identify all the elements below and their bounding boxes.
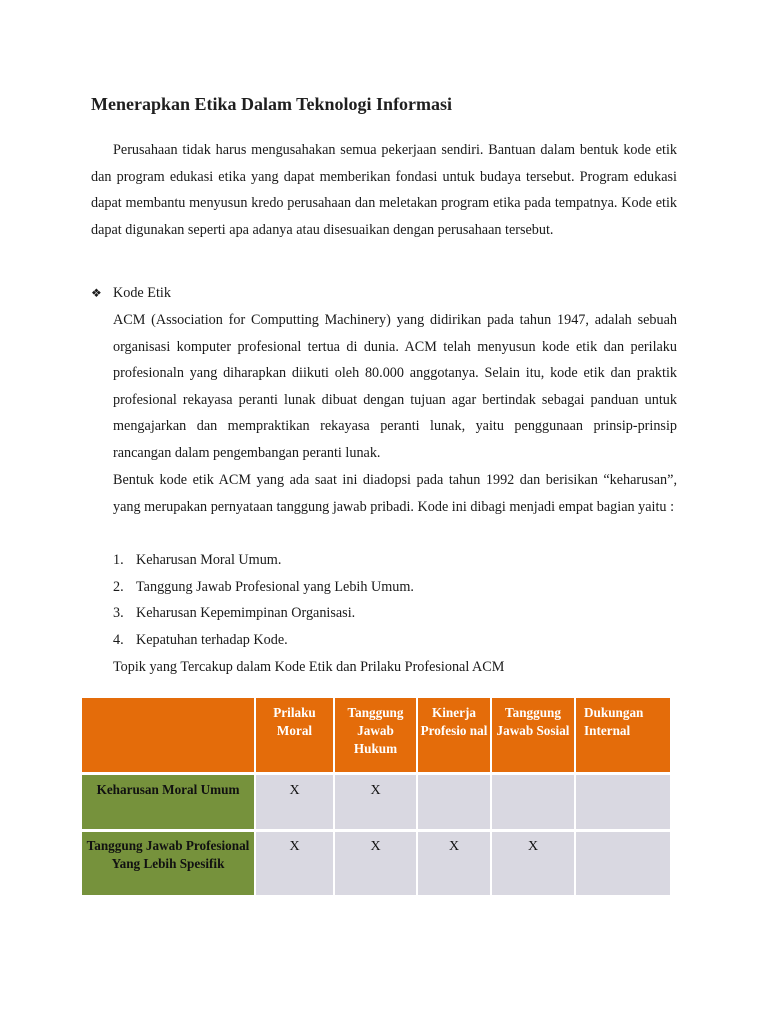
row-label-keharusan-moral: Keharusan Moral Umum bbox=[82, 775, 256, 829]
header-kinerja-profesional: Kinerja Profesio nal bbox=[418, 698, 492, 772]
list-item: 2. Tanggung Jawab Profesional yang Lebih Umum. bbox=[113, 578, 414, 595]
table-cell: X bbox=[492, 832, 576, 895]
table-cell bbox=[576, 832, 670, 895]
table-cell: X bbox=[256, 832, 335, 895]
header-dukungan-internal: Dukungan Internal bbox=[576, 698, 670, 772]
acm-paragraph: ACM (Association for Computting Machinery) yang didirikan pada tahun 1947, adalah sebuah organisasi komputer profesional tertua di dunia. ACM telah menyusun kode etik dan perilaku profesionaln yang diharapkan diikuti oleh 80.000 anggotanya. Selain itu, kode etik dan praktik profesional rekayasa peranti lunak dibuat dengan tujuan agar bertindak sebagai panduan untuk mengajarkan dan mempraktikan rekayasa peranti lunak, yaitu penggunaan prinsip-prinsip rancangan dalam pengembangan peranti lunak. bbox=[113, 312, 677, 461]
table-cell bbox=[418, 775, 492, 829]
header-tanggung-jawab-hukum: Tanggung Jawab Hukum bbox=[335, 698, 418, 772]
table-caption: Topik yang Tercakup dalam Kode Etik dan Prilaku Profesional ACM bbox=[113, 659, 505, 675]
list-item: 4. Kepatuhan terhadap Kode. bbox=[113, 631, 288, 648]
list-item: 3. Keharusan Kepemimpinan Organisasi. bbox=[113, 605, 356, 622]
header-blank-cell bbox=[82, 698, 256, 772]
document-title: Menerapkan Etika Dalam Teknologi Informasi bbox=[91, 94, 453, 114]
table-header-row bbox=[82, 698, 670, 772]
acm-code-paragraph: Bentuk kode etik ACM yang ada saat ini diadopsi pada tahun 1992 dan berisikan “keharusan”, yang merupakan pernyataan tanggung jawab pribadi. Kode ini dibagi menjadi empat bagian yaitu : bbox=[113, 472, 677, 515]
table-cell: X bbox=[256, 775, 335, 829]
table-cell: X bbox=[335, 775, 418, 829]
header-prilaku-moral: Prilaku Moral bbox=[256, 698, 335, 772]
acm-topics-table bbox=[82, 698, 670, 895]
bullet-label: Kode Etik bbox=[113, 285, 171, 301]
table-row bbox=[82, 775, 670, 829]
table-cell bbox=[492, 775, 576, 829]
diamond-bullet-icon: ❖ bbox=[91, 286, 102, 300]
bullet-item-kode-etik bbox=[91, 280, 171, 306]
header-tanggung-jawab-sosial: Tanggung Jawab Sosial bbox=[492, 698, 576, 772]
table-row bbox=[82, 832, 670, 895]
row-label-tanggung-jawab-profesional: Tanggung Jawab Profesional Yang Lebih Spesifik bbox=[82, 832, 256, 895]
table-cell: X bbox=[418, 832, 492, 895]
table-cell: X bbox=[335, 832, 418, 895]
intro-paragraph: Perusahaan tidak harus mengusahakan semua pekerjaan sendiri. Bantuan dalam bentuk kode etik dan program edukasi etika yang dapat memberikan fondasi untuk budaya tersebut. Program edukasi dapat membantu menyusun kredo perusahaan dan meletakan program etika pada tempatnya. Kode etik dapat digunakan seperti apa adanya atau disesuaikan dengan perusahaan tersebut. bbox=[91, 142, 677, 238]
list-item: 1. Keharusan Moral Umum. bbox=[113, 552, 282, 568]
numbered-list bbox=[113, 547, 414, 653]
table-cell bbox=[576, 775, 670, 829]
